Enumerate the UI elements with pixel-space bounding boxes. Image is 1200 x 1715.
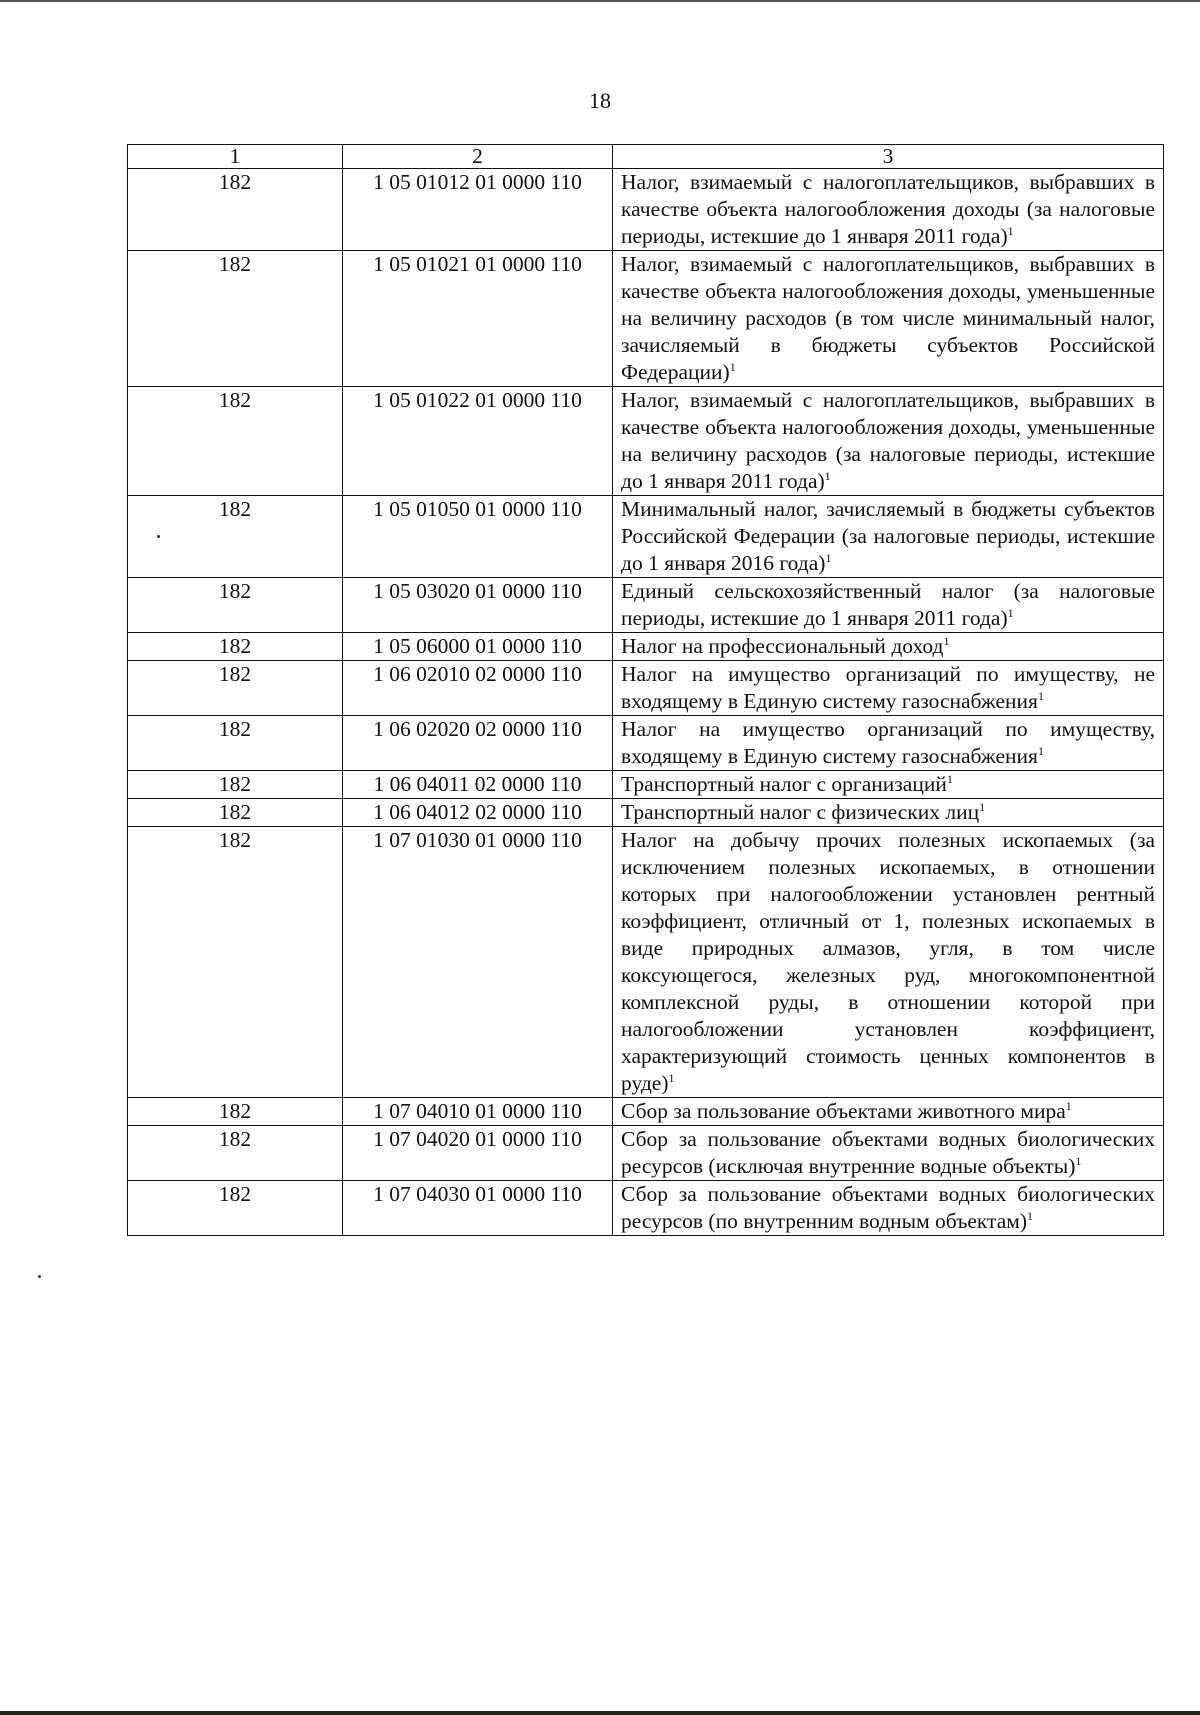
revenue-name: Сбор за пользование объектами животного мира [621, 1099, 1066, 1123]
admin-code-cell: 182 [128, 387, 343, 496]
budget-code-cell: 1 05 03020 01 0000 110 [343, 578, 613, 633]
admin-code-cell: 182 [128, 827, 343, 1098]
page-number: 18 [589, 88, 611, 113]
table-header-row [128, 145, 1164, 169]
revenue-name: Единый сельскохозяйственный налог (за налоговые периоды, истекшие до 1 января 2011 года) [621, 579, 1155, 630]
revenue-name-cell [613, 169, 1164, 251]
footnote-mark: 1 [1037, 743, 1044, 758]
revenue-name-cell [613, 633, 1164, 661]
page-top-edge [0, 0, 1200, 2]
table-row [128, 827, 1164, 1098]
revenue-name-cell [613, 1126, 1164, 1181]
admin-code-cell: 182 [128, 799, 343, 827]
footnote-mark: 1 [979, 799, 986, 814]
table-row [128, 771, 1164, 799]
revenue-name: Налог, взимаемый с налогоплательщиков, выбравших в качестве объекта налогообложения доходы (за налоговые периоды, истекшие до 1 января 2011 года) [621, 170, 1155, 248]
scan-speck [38, 1275, 41, 1278]
revenue-name: Транспортный налог с организаций [621, 772, 947, 796]
table-row [128, 1181, 1164, 1236]
budget-code-cell: 1 05 01050 01 0000 110 [343, 496, 613, 578]
admin-code-cell: 182 [128, 1126, 343, 1181]
budget-code-cell: 1 07 04010 01 0000 110 [343, 1098, 613, 1126]
revenue-name-cell [613, 387, 1164, 496]
admin-code-cell: 182 [128, 251, 343, 387]
admin-code-cell: 182 [128, 1181, 343, 1236]
budget-code-cell: 1 06 04012 02 0000 110 [343, 799, 613, 827]
page-bottom-edge [0, 1711, 1200, 1715]
admin-code-cell: 182 [128, 716, 343, 771]
table-row [128, 1098, 1164, 1126]
column-header-2: 2 [343, 145, 613, 169]
column-header-3: 3 [613, 145, 1164, 169]
budget-code-cell: 1 07 04020 01 0000 110 [343, 1126, 613, 1181]
footnote-mark: 1 [946, 771, 953, 786]
table-row [128, 633, 1164, 661]
revenue-name-cell [613, 827, 1164, 1098]
budget-code-cell: 1 07 04030 01 0000 110 [343, 1181, 613, 1236]
table-row [128, 1126, 1164, 1181]
footnote-mark: 1 [1027, 1208, 1034, 1223]
table-row [128, 799, 1164, 827]
revenue-name-cell [613, 771, 1164, 799]
footnote-mark: 1 [824, 468, 831, 483]
revenue-name-cell [613, 578, 1164, 633]
budget-code-cell: 1 05 01012 01 0000 110 [343, 169, 613, 251]
budget-code-cell: 1 05 06000 01 0000 110 [343, 633, 613, 661]
table-row [128, 496, 1164, 578]
footnote-mark: 1 [1037, 688, 1044, 703]
column-header-1: 1 [128, 145, 343, 169]
table-row [128, 169, 1164, 251]
revenue-name-cell [613, 496, 1164, 578]
footnote-mark: 1 [729, 359, 736, 374]
footnote-mark: 1 [1007, 605, 1014, 620]
budget-code-cell: 1 06 04011 02 0000 110 [343, 771, 613, 799]
revenue-name-cell [613, 661, 1164, 716]
budget-code-cell: 1 07 01030 01 0000 110 [343, 827, 613, 1098]
footnote-mark: 1 [1007, 223, 1014, 238]
revenue-name: Налог, взимаемый с налогоплательщиков, выбравших в качестве объекта налогообложения доходы, уменьшенные на величину расходов (в том числе минимальный налог, зачисляемый в бюджеты субъектов Российской Федерации) [621, 252, 1155, 384]
revenue-name: Транспортный налог с физических лиц [621, 800, 980, 824]
revenue-name: Налог на имущество организаций по имуществу, не входящему в Единую систему газоснабжения [621, 662, 1155, 713]
revenue-codes-table [127, 144, 1164, 1236]
footnote-mark: 1 [943, 633, 950, 648]
revenue-name: Налог на профессиональный доход [621, 634, 944, 658]
admin-code-cell: 182 [128, 578, 343, 633]
scan-speck [157, 535, 160, 538]
footnote-mark: 1 [668, 1070, 675, 1085]
revenue-name-cell [613, 1181, 1164, 1236]
table-row [128, 661, 1164, 716]
footnote-mark: 1 [825, 550, 832, 565]
admin-code-cell: 182 [128, 633, 343, 661]
budget-code-cell: 1 06 02010 02 0000 110 [343, 661, 613, 716]
admin-code-cell: 182 [128, 661, 343, 716]
admin-code-cell: 182 [128, 496, 343, 578]
table-row [128, 578, 1164, 633]
revenue-name: Минимальный налог, зачисляемый в бюджеты субъектов Российской Федерации (за налоговые периоды, истекшие до 1 января 2016 года) [621, 497, 1155, 575]
revenue-name-cell [613, 716, 1164, 771]
admin-code-cell: 182 [128, 1098, 343, 1126]
budget-code-cell: 1 05 01021 01 0000 110 [343, 251, 613, 387]
table-row [128, 716, 1164, 771]
budget-code-cell: 1 06 02020 02 0000 110 [343, 716, 613, 771]
revenue-name-cell [613, 799, 1164, 827]
revenue-name: Налог на имущество организаций по имуществу, входящему в Единую систему газоснабжения [621, 717, 1155, 768]
revenue-name-cell [613, 251, 1164, 387]
budget-code-cell: 1 05 01022 01 0000 110 [343, 387, 613, 496]
table-row [128, 251, 1164, 387]
revenue-name: Сбор за пользование объектами водных биологических ресурсов (исключая внутренние водные объекты) [621, 1127, 1155, 1178]
table-row [128, 387, 1164, 496]
revenue-name-cell [613, 1098, 1164, 1126]
revenue-name: Налог, взимаемый с налогоплательщиков, выбравших в качестве объекта налогообложения доходы, уменьшенные на величину расходов (за налоговые периоды, истекшие до 1 января 2011 года) [621, 388, 1155, 493]
admin-code-cell: 182 [128, 771, 343, 799]
admin-code-cell: 182 [128, 169, 343, 251]
footnote-mark: 1 [1075, 1153, 1082, 1168]
revenue-name: Налог на добычу прочих полезных ископаемых (за исключением полезных ископаемых, в отношении которых при налогообложении установлен рентный коэффициент, отличный от 1, полезных ископаемых в виде природных алмазов, угля, в том числе коксующегося, железных руд, многокомпонентной комплексной руды, в отношении которой при налогообложении установлен коэффициент, характеризующий стоимость ценных компонентов в руде) [621, 828, 1155, 1095]
revenue-name: Сбор за пользование объектами водных биологических ресурсов (по внутренним водным объектам) [621, 1182, 1155, 1233]
footnote-mark: 1 [1065, 1098, 1072, 1113]
